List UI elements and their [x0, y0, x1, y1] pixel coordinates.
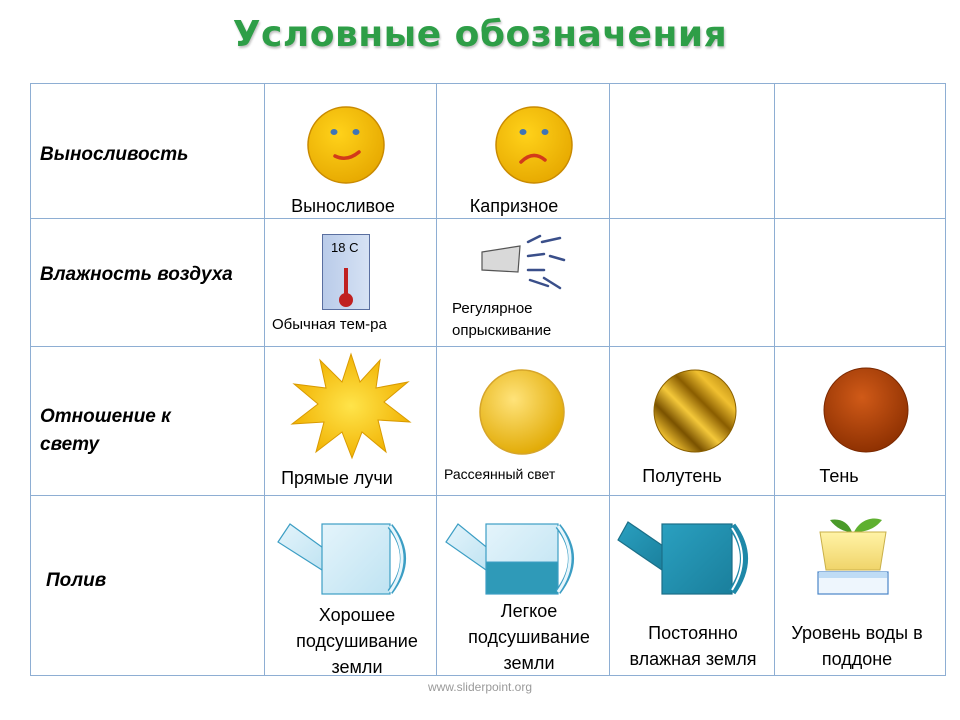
caption-half-shade: Полутень	[642, 466, 722, 486]
sun-burst-icon	[290, 352, 412, 460]
caption-constantly-moist-1: Постоянно	[648, 623, 738, 643]
watering-can-light-icon	[276, 520, 416, 596]
row-label-endurance: Выносливость	[40, 144, 189, 165]
caption-light-drying-1: Легкое	[500, 601, 558, 621]
caption-capricious: Капризное	[469, 196, 559, 216]
caption-constantly-moist-2: влажная земля	[629, 649, 757, 669]
watering-can-full-icon	[616, 520, 756, 596]
sad-face-icon	[493, 104, 575, 186]
caption-good-drying-2: подсушивание	[296, 631, 418, 651]
row-label-light-1: Отношение к	[40, 406, 171, 427]
column-divider	[436, 84, 437, 675]
caption-spraying-line2: опрыскивание	[452, 322, 552, 339]
thermometer-reading: 18 С	[331, 240, 359, 255]
diffused-light-icon	[478, 368, 566, 456]
caption-tray-level-2: поддоне	[821, 649, 893, 669]
row-divider	[31, 218, 945, 219]
caption-direct-sun: Прямые лучи	[281, 468, 393, 488]
column-divider	[609, 84, 610, 675]
row-divider	[31, 346, 945, 347]
shade-icon	[822, 366, 910, 454]
row-label-humidity: Влажность воздуха	[40, 264, 233, 285]
caption-shade: Тень	[819, 466, 859, 486]
page-title: Условные обозначения	[232, 14, 728, 55]
pot-with-tray-icon	[812, 512, 894, 600]
row-divider	[31, 495, 945, 496]
caption-spraying-line1: Регулярное	[452, 300, 533, 317]
footer-url: www.sliderpoint.org	[427, 680, 533, 694]
half-shade-icon	[652, 368, 738, 454]
caption-tray-level-1: Уровень воды в	[791, 623, 923, 643]
caption-good-drying-1: Хорошее	[318, 605, 396, 625]
caption-normal-temp: Обычная тем-ра	[272, 316, 387, 333]
watering-can-half-icon	[444, 520, 584, 596]
caption-light-drying-3: земли	[503, 653, 555, 673]
column-divider	[774, 84, 775, 675]
caption-good-drying-3: земли	[331, 657, 383, 677]
row-label-light-2: свету	[40, 434, 100, 455]
caption-light-drying-2: подсушивание	[468, 627, 590, 647]
caption-diffused-light: Рассеянный свет	[444, 466, 556, 482]
row-label-watering: Полив	[46, 570, 107, 591]
column-divider	[264, 84, 265, 675]
sprayer-icon	[478, 230, 570, 298]
caption-hardy: Выносливое	[291, 196, 395, 216]
happy-face-icon	[305, 104, 387, 186]
